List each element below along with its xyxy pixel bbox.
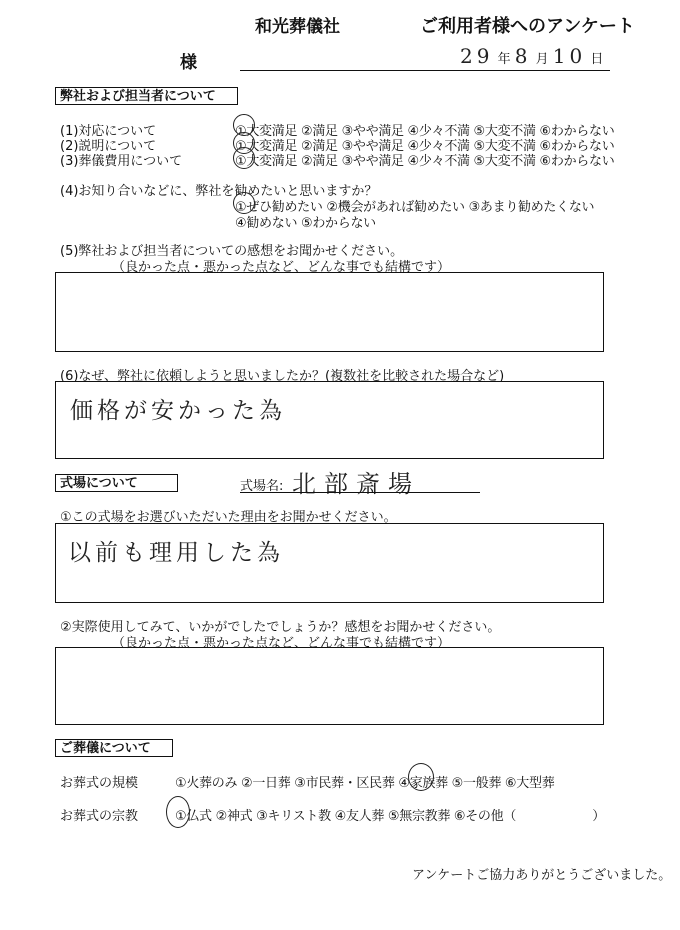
scale-options: ①火葬のみ ②一日葬 ③市民葬・区民葬 ④家族葬 ⑤一般葬 ⑥大型葬	[175, 776, 555, 791]
q5-sub: （良かった点・悪かった点など、どんな事でも結構です）	[112, 260, 451, 275]
date-day-value: 10	[552, 44, 587, 68]
date-day-label: 日	[590, 52, 604, 67]
q5-label: (5)弊社および担当者についての感想をお聞かせください。	[60, 244, 404, 259]
venue-underline	[240, 492, 480, 493]
religion-options: ①仏式 ②神式 ③キリスト教 ④友人葬 ⑤無宗教葬 ⑥その他（ ）	[175, 809, 605, 824]
venue-q2-answer-box[interactable]	[55, 647, 604, 725]
venue-value: 北部斎場	[292, 470, 420, 498]
q3-answer-circle	[233, 147, 255, 169]
section-title-venue: 式場について	[55, 474, 178, 492]
q2-options: ①大変満足 ②満足 ③やや満足 ④少々不満 ⑤大変不満 ⑥わからない	[235, 139, 615, 154]
q4-label: (4)お知り合いなどに、弊社を勧めたいと思いますか？	[60, 184, 378, 199]
section-title-company: 弊社および担当者について	[55, 87, 238, 105]
q4-answer-circle	[233, 192, 255, 214]
venue-q1-answer-text: 以前も理用した為	[68, 540, 284, 566]
date-month-label: 月	[535, 52, 549, 67]
q6-answer-text: 価格が安かった為	[70, 398, 286, 424]
q6-label: (6)なぜ、弊社に依頼しようと思いましたか？(複数社を比較された場合など)	[60, 369, 505, 384]
religion-answer-circle	[166, 796, 190, 828]
company-name: 和光葬儀社	[255, 17, 340, 37]
q4-options-line2: ④勧めない ⑤わからない	[235, 216, 376, 231]
scale-label: お葬式の規模	[60, 776, 139, 791]
name-underline	[240, 70, 610, 71]
q3-label: (3)葬儀費用について	[60, 154, 183, 169]
date-year-value: 29	[460, 44, 494, 68]
venue-q1-answer-box[interactable]	[55, 523, 604, 603]
scale-answer-circle	[408, 763, 434, 791]
q1-options: ①大変満足 ②満足 ③やや満足 ④少々不満 ⑤大変不満 ⑥わからない	[235, 124, 615, 139]
venue-q2-label: ②実際使用してみて、いかがでしたでしょうか？感想をお聞かせください。	[60, 620, 501, 635]
date-year-label: 年	[497, 52, 511, 67]
form-title: ご利用者様へのアンケート	[420, 16, 635, 37]
sama-label: 様	[180, 53, 197, 73]
q5-answer-box[interactable]	[55, 272, 604, 352]
q6-answer-box[interactable]	[55, 381, 604, 459]
thanks-note: アンケートご協力ありがとうございました。	[412, 868, 672, 883]
venue-q2-sub: （良かった点・悪かった点など、どんな事でも結構です）	[112, 636, 451, 651]
q2-label: (2)説明について	[60, 139, 157, 154]
venue-q1-label: ①この式場をお選びいただいた理由をお聞かせください。	[60, 510, 397, 525]
q3-options: ①大変満足 ②満足 ③やや満足 ④少々不満 ⑤大変不満 ⑥わからない	[235, 154, 615, 169]
date-field	[460, 44, 603, 68]
religion-label: お葬式の宗教	[60, 809, 139, 824]
venue-label: 式場名:	[240, 479, 284, 494]
section-title-funeral: ご葬儀について	[55, 739, 173, 757]
q1-label: (1)対応について	[60, 124, 157, 139]
date-month-value: 8	[514, 44, 532, 68]
q4-options-line1: ①ぜひ勧めたい ②機会があれば勧めたい ③あまり勧めたくない	[235, 200, 595, 215]
